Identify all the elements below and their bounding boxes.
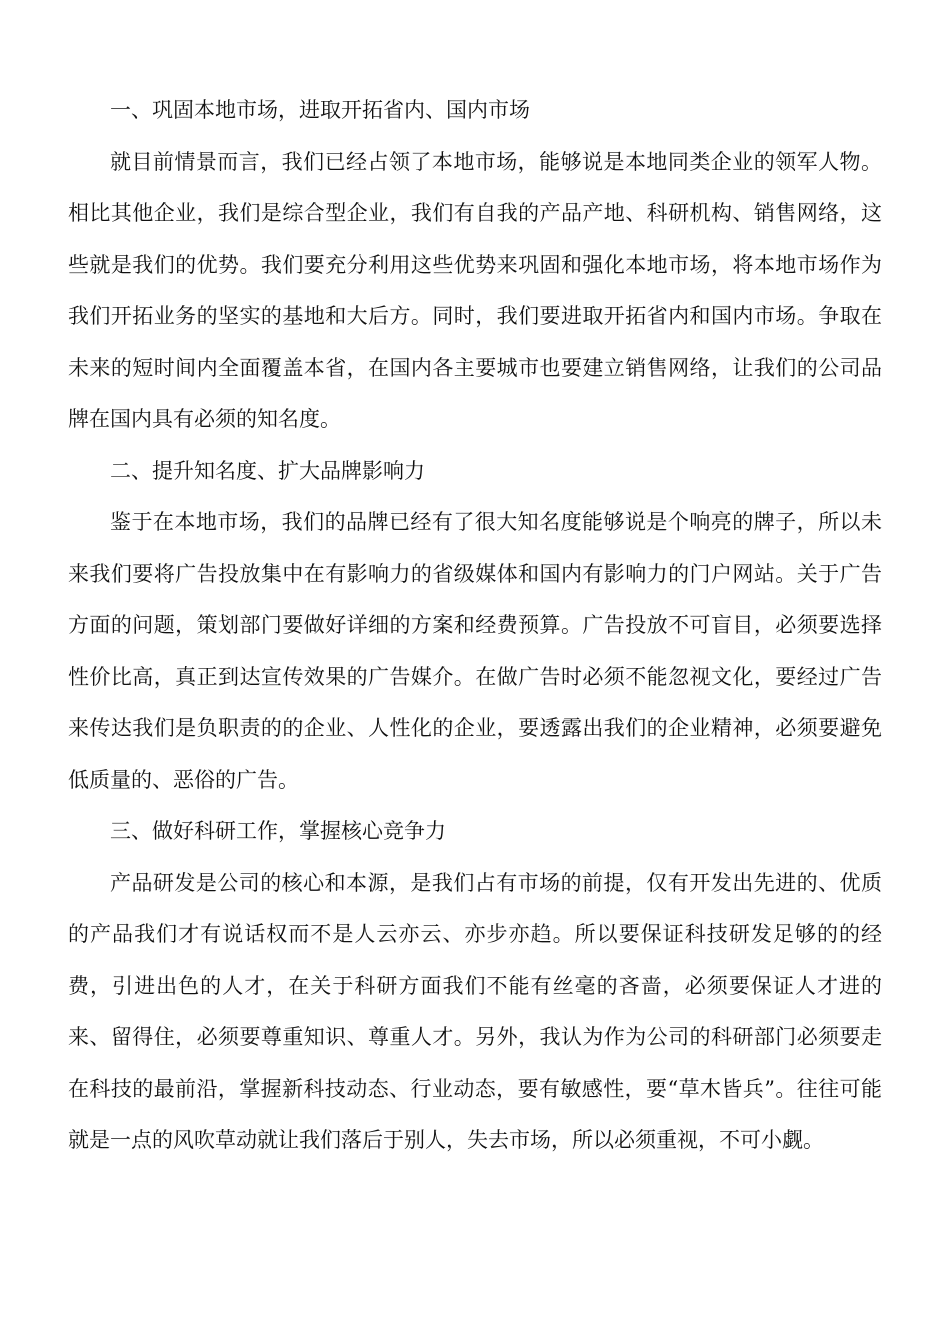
- section-heading-1: 一、巩固本地市场，进取开拓省内、国内市场: [110, 98, 530, 122]
- section-heading-2: 二、提升知名度、扩大品牌影响力: [110, 458, 425, 483]
- section-paragraph-3: 产品研发是公司的核心和本源，是我们占有市场的前提，仅有开发出先进的、优质的产品我们才有说话权而不是人云亦云、亦步亦趋。所以要保证科技研发足够的的经费，引进出色的人才，在关于科研方面我们不能有丝毫的吝啬，必须要保证人才进的来、留得住，必须要尊重知识、尊重人才。另外，我认为作为公司的科研部门必须要走在科技的最前沿，掌握新科技动态、行业动态，要有敏感性，要“草木皆兵”。往往可能就是一点的风吹草动就让我们落后于别人，失去市场，所以必须重视，不可小觑。: [68, 870, 882, 1152]
- section-paragraph-1: 就目前情景而言，我们已经占领了本地市场，能够说是本地同类企业的领军人物。相比其他企业，我们是综合型企业，我们有自我的产品产地、科研机构、销售网络，这些就是我们的优势。我们要充分利用这些优势来巩固和强化本地市场，将本地市场作为我们开拓业务的坚实的基地和大后方。同时，我们要进取开拓省内和国内市场。争取在未来的短时间内全面覆盖本省，在国内各主要城市也要建立销售网络，让我们的公司品牌在国内具有必须的知名度。: [68, 149, 882, 431]
- document-body: [68, 85, 882, 1167]
- section-paragraph-2: 鉴于在本地市场，我们的品牌已经有了很大知名度能够说是个响亮的牌子，所以未来我们要将广告投放集中在有影响力的省级媒体和国内有影响力的门户网站。关于广告方面的问题，策划部门要做好详细的方案和经费预算。广告投放不可盲目，必须要选择性价比高，真正到达宣传效果的广告媒介。在做广告时必须不能忽视文化，要经过广告来传达我们是负职责的的企业、人性化的企业，要透露出我们的企业精神，必须要避免低质量的、恶俗的广告。: [68, 510, 882, 792]
- section-heading-3: 三、做好科研工作，掌握核心竞争力: [110, 819, 446, 843]
